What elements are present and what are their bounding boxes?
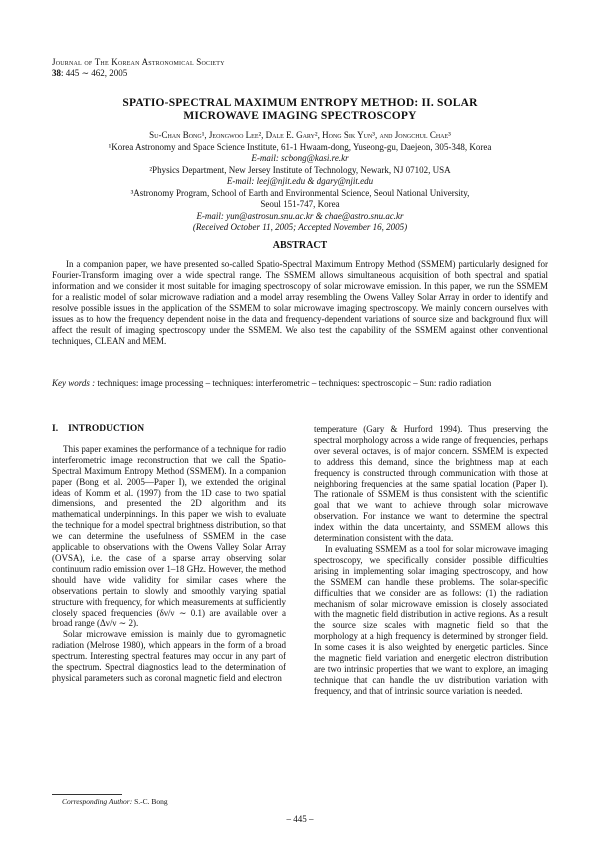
keywords xyxy=(52,378,548,389)
paragraph: In evaluating SSMEM as a tool for solar microwave imaging spectroscopy, we specifically consider possible difficulties arising in implementing solar imaging spectroscopy, and how the SSMEM can handle these problems. The solar-specific difficulties that we consider are as follows: (1) the radiation mechanism of solar microwave emission is closely associated with the magnetic field distribution in active regions. As a result the source size scales with magnetic field so that the morphology at a high frequency is determined by stronger field. In some cases it is also weighted by energetic particles. Since the magnetic field variation and energetic electron distribution are two intrinsic properties that we want to explore, an imaging technique that can handle the uv distribution variation with frequency, and that of intrinsic source variation is needed. xyxy=(314,543,548,696)
journal-volume: 38 xyxy=(52,68,61,78)
author-names: Su-Chan Bong¹, Jeongwoo Lee², Dale E. Gary², Hong Sik Yun³, and Jongchul Chae³ xyxy=(149,130,451,140)
paragraph: This paper examines the performance of a technique for radio interferometric image reconstruction that we call the Spatio-Spectral Maximum Entropy Method (SSMEM). In a companion paper (Bong et al. 2005—Paper I), we extended the original ideas of Komm et al. (1997) from the 1D case to two spatial dimensions, and presented the 2D algorithm and its mathematical underpinnings. In this paper we wish to evaluate the technique for a model spectral brightness distribution, so that we can determine the usefulness of SSMEM in the case applicable to observations with the Owens Valley Solar Array (OVSA), i.e. the case of a sparse array observing solar continuum radio emission over 1–18 GHz. However, the method should have wide validity for similar cases where the observations pertain to slowly and smoothly varying spatial structure with frequency, for which measurements at sufficiently closely spaced frequencies (δν/ν ∼ 0.1) are available over a broad range (Δν/ν ∼ 2). xyxy=(52,443,286,629)
section-heading xyxy=(52,424,286,435)
affiliation-1-email: E-mail: scbong@kasi.re.kr xyxy=(251,153,349,163)
journal-name: Journal of The Korean Astronomical Society xyxy=(52,57,225,67)
received-accepted-dates: (Received October 11, 2005; Accepted November 16, 2005) xyxy=(192,222,408,232)
paragraph: temperature (Gary & Hurford 1994). Thus preserving the spectral morphology across a wide range of frequencies, perhaps over several octaves, is of major concern. SSMEM is expected to address this demand, since the brightness map at each frequency is constructed through communication with those at neighboring frequencies at the same spatial location (Paper I). The rationale of SSMEM is thus consistent with the scientific goal that we want to achieve through solar microwave observation. For instance we want to determine the spectral index within the data uncertainty, and SSMEM allows this determination consistent with the data. xyxy=(314,424,548,544)
journal-header xyxy=(52,57,225,79)
abstract-heading: ABSTRACT xyxy=(272,240,328,251)
keywords-label: Key words : xyxy=(52,378,96,388)
journal-volume-line xyxy=(52,68,225,79)
affiliation-3: ³Astronomy Program, School of Earth and Environmental Science, Seoul National University, xyxy=(130,187,470,198)
affiliation-1: ¹Korea Astronomy and Space Science Institute, 61-1 Hwaam-dong, Yuseong-gu, Daejeon, 305-348, Korea xyxy=(108,141,492,152)
paragraph: Solar microwave emission is mainly due to gyromagnetic radiation (Melrose 1980), which appears in the form of a broad spectrum. Interesting spectral features may occur in any part of the spectrum. Spectral diagnostics lead to the determination of physical parameters such as coronal magnetic field and electron xyxy=(52,629,286,683)
section-title: INTRODUCTION xyxy=(68,424,145,434)
title-line-1: SPATIO-SPECTRAL MAXIMUM ENTROPY METHOD: II. SOLAR xyxy=(122,97,478,109)
section-number: I. xyxy=(52,424,59,434)
abstract-text: In a companion paper, we have presented so-called Spatio-Spectral Maximum Entropy Method (SSMEM) particularly designed for Fourier-Transform imaging over a wide spectral range. The SSMEM allows simultaneous acquisition of both spectral and spatial information and we consider it most suitable for imaging spectroscopy of solar microwave emission. In this paper, we run the SSMEM for a realistic model of solar microwave radiation and a model array resembling the Owens Valley Solar Array in order to identify and resolve possible issues in the application of the SSMEM to solar microwave imaging spectroscopy. We mainly concern ourselves with issues as to how the frequency dependent noise in the data and frequency-dependent variations of source size and background flux will affect the result of imaging spectroscopy under the SSMEM. We also test the capability of the SSMEM against other conventional techniques, CLEAN and MEM. xyxy=(52,259,548,346)
footnote-divider xyxy=(52,794,122,795)
paper-title xyxy=(40,97,560,123)
affiliation-2-email: E-mail: leej@njit.edu & dgary@njit.edu xyxy=(226,176,374,186)
page-number: – 445 – xyxy=(286,814,314,824)
title-line-2: MICROWAVE IMAGING SPECTROSCOPY xyxy=(183,110,417,122)
keywords-text: techniques: image processing – techniques: interferometric – techniques: spectroscopic – Sun: radio radiation xyxy=(95,378,492,388)
author-block xyxy=(40,130,560,234)
footnote-label: Corresponding Author: xyxy=(62,797,133,806)
right-column xyxy=(314,424,548,697)
footnote xyxy=(62,797,168,806)
affiliation-3-city: Seoul 151-747, Korea xyxy=(260,199,340,209)
left-column xyxy=(52,424,286,684)
journal-pages: : 445 ∼ 462, 2005 xyxy=(61,68,128,78)
affiliation-3-email: E-mail: yun@astrosun.snu.ac.kr & chae@astro.snu.ac.kr xyxy=(196,210,404,221)
affiliation-2: ²Physics Department, New Jersey Institute of Technology, Newark, NJ 07102, USA xyxy=(149,164,451,175)
footnote-value: S.-C. Bong xyxy=(132,797,168,806)
